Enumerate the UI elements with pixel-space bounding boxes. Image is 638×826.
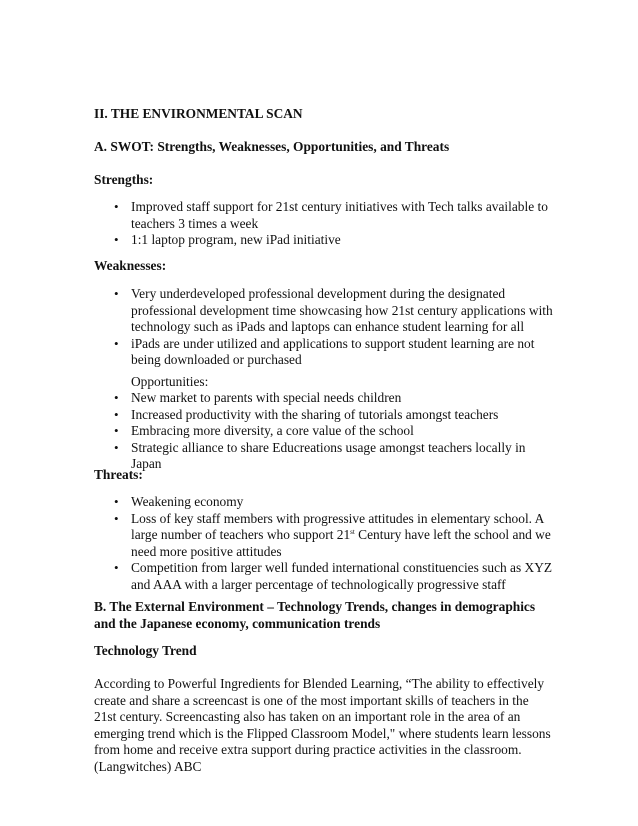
- section-heading: II. THE ENVIRONMENTAL SCAN: [94, 106, 303, 121]
- opportunities-list: [94, 390, 554, 473]
- weaknesses-list: [94, 286, 554, 369]
- external-environment-heading: B. The External Environment – Technology Trends, changes in demographics and the Japanese economy, communication trends: [94, 599, 536, 631]
- technology-trend-heading: Technology Trend: [94, 643, 197, 658]
- list-item: • Competition from larger well funded international constituencies such as XYZ and AAA with a larger percentage of technologically progressive staff: [94, 560, 554, 593]
- list-item: [94, 511, 554, 561]
- list-item: • Strategic alliance to share Educreations usage amongst teachers locally in Japan: [94, 440, 554, 473]
- threats-heading: Threats:: [94, 467, 143, 482]
- opportunities-label: Opportunities:: [131, 374, 209, 389]
- ordinal-superscript: st: [350, 528, 355, 536]
- threats-list: [94, 494, 554, 593]
- list-item: • Improved staff support for 21st century initiatives with Tech talks available to teachers 3 times a week: [94, 199, 554, 232]
- technology-trend-paragraph: According to Powerful Ingredients for Blended Learning, “The ability to effectively create and share a screencast is one of the most important skills of teachers in the 21st century. Screencasting also has taken on an important role in the area of an emerging trend which is the Flipped Classroom Model," where students learn lessons from home and receive extra support during practice activities in the classroom. (Langwitches) ABC: [94, 676, 551, 774]
- strengths-list: [94, 199, 554, 249]
- list-item: • New market to parents with special needs children: [94, 390, 554, 407]
- list-item: • 1:1 laptop program, new iPad initiative: [94, 232, 554, 249]
- list-item: • Embracing more diversity, a core value of the school: [94, 423, 554, 440]
- list-item: • Weakening economy: [94, 494, 554, 511]
- list-item: • iPads are under utilized and applications to support student learning are not being downloaded or purchased: [94, 336, 554, 369]
- strengths-heading: Strengths:: [94, 172, 154, 187]
- weaknesses-heading: Weaknesses:: [94, 258, 167, 273]
- list-item: • Very underdeveloped professional development during the designated professional development time showcasing how 21st century applications with technology such as iPads and laptops can enhance student learning for all: [94, 286, 554, 336]
- threat-text-start: Loss of key staff members with progressive attitudes in elementary school. A large number of teachers who support 21: [131, 510, 544, 542]
- list-item: • Increased productivity with the sharing of tutorials amongst teachers: [94, 407, 554, 424]
- threat-text-end: Century have left the school and we need more positive attitudes: [131, 527, 551, 559]
- swot-heading: A. SWOT: Strengths, Weaknesses, Opportunities, and Threats: [94, 139, 450, 154]
